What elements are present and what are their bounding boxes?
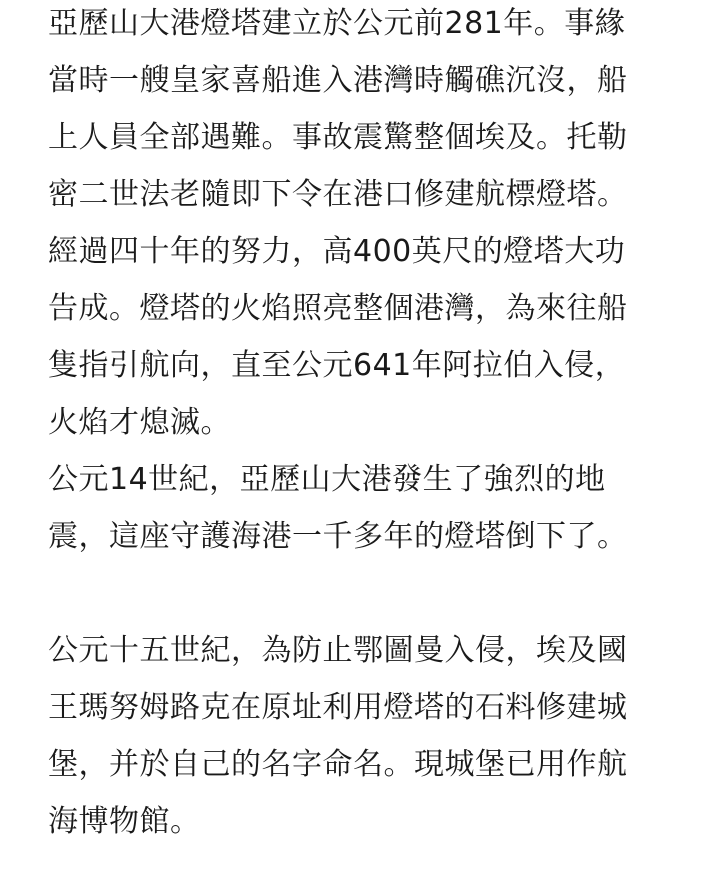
paragraph-spacer bbox=[48, 565, 688, 622]
paragraph-earthquake bbox=[48, 451, 688, 565]
text-line: 公元十五世紀，為防止鄂圖曼入侵，埃及國 bbox=[48, 633, 628, 668]
article-text bbox=[48, 0, 688, 850]
text-line: 海博物館。 bbox=[48, 804, 201, 839]
text-line: 上人員全部遇難。事故震驚整個埃及。托勒 bbox=[48, 120, 628, 155]
text-line: 隻指引航向，直至公元641年阿拉伯入侵， bbox=[48, 348, 626, 383]
text-line: 亞歷山大港燈塔建立於公元前281年。事緣 bbox=[48, 6, 626, 41]
text-line: 王瑪努姆路克在原址利用燈塔的石料修建城 bbox=[48, 690, 628, 725]
text-line: 當時一艘皇家喜船進入港灣時觸礁沉沒，船 bbox=[48, 63, 628, 98]
paragraph-castle bbox=[48, 622, 688, 850]
text-line: 堡，并於自己的名字命名。現城堡已用作航 bbox=[48, 747, 628, 782]
paragraph-lighthouse-history bbox=[48, 0, 688, 451]
text-line: 經過四十年的努力，高400英尺的燈塔大功 bbox=[48, 234, 626, 269]
text-line: 震，這座守護海港一千多年的燈塔倒下了。 bbox=[48, 519, 628, 554]
text-line: 火焰才熄滅。 bbox=[48, 405, 231, 440]
text-line: 公元14世紀，亞歷山大港發生了強烈的地 bbox=[48, 462, 606, 497]
text-line: 密二世法老隨即下令在港口修建航標燈塔。 bbox=[48, 177, 628, 212]
text-line: 告成。燈塔的火焰照亮整個港灣，為來往船 bbox=[48, 291, 628, 326]
